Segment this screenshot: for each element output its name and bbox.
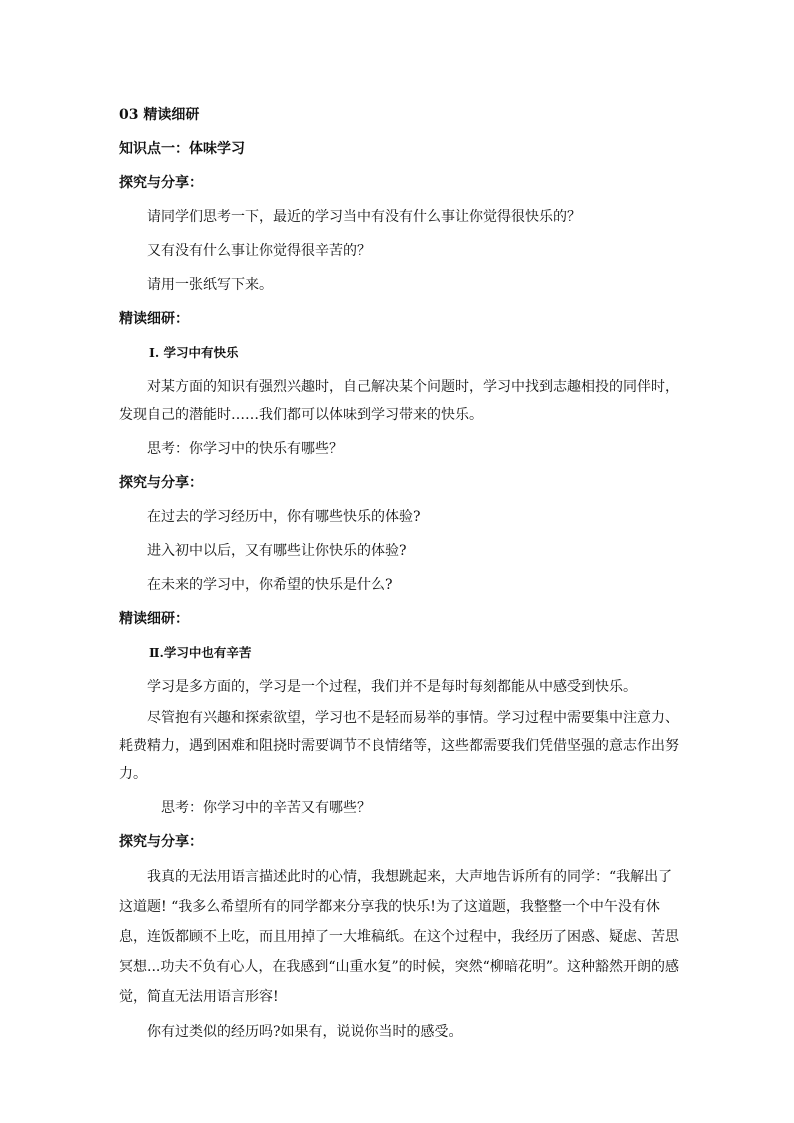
study1-subheading: Ⅰ. 学习中有快乐 [149,345,239,360]
section-title: 03 精读细研 [119,107,200,123]
explore1-line: 请用一张纸写下来。 [147,277,273,293]
explore-heading-1: 探究与分享： [119,175,203,191]
study1-think: 思考：你学习中的快乐有哪些？ [147,441,343,457]
knowledge-point-title: 知识点一：体味学习 [119,141,245,157]
explore2-line: 在过去的学习经历中，你有哪些快乐的体验? [147,509,421,525]
study2-think: 思考：你学习中的辛苦又有哪些？ [161,800,371,816]
study2-paragraph-2: 尽管抱有兴趣和探索欲望，学习也不是轻而易举的事情。学习过程中需要集中注意力、耗费精力，遇到困难和阻挠时需要调节不良情绪等，这些都需要我们凭借坚强的意志作出努力。 [119,710,679,782]
study2-paragraph-1: 学习是多方面的，学习是一个过程，我们并不是每时每刻都能从中感受到快乐。 [147,679,637,695]
explore1-line: 又有没有什么事让你觉得很辛苦的？ [147,243,371,259]
explore3-question: 你有过类似的经历吗?如果有，说说你当时的感受。 [147,1024,463,1040]
explore-heading-2: 探究与分享： [119,475,203,491]
study-heading-1: 精读细研： [119,311,189,327]
explore-heading-3: 探究与分享： [119,834,203,850]
explore2-line: 进入初中以后，又有哪些让你快乐的体验? [147,543,407,559]
explore2-line: 在未来的学习中，你希望的快乐是什么? [147,577,393,593]
study2-subheading: Ⅱ.学习中也有辛苦 [149,645,252,660]
document-content [119,98,679,1049]
study1-paragraph: 对某方面的知识有强烈兴趣时，自己解决某个问题时，学习中找到志趣相投的同伴时，发现自己的潜能时……我们都可以体味到学习带来的快乐。 [119,379,679,423]
study-heading-2: 精读细研： [119,611,189,627]
explore3-story: 我真的无法用语言描述此时的心情，我想跳起来，大声地告诉所有的同学：“我解出了这道题! “我多么希望所有的同学都来分享我的快乐!为了这道题，我整整一个中午没有休息，连饭都顾不上吃，而且用掉了一大堆稿纸。在这个过程中，我经历了困惑、疑虑、苦思冥想...功夫不负有心人，在我感到“山重水复”的时候，突然“柳暗花明”。这种豁然开朗的感觉，简直无法用语言形容! [119,869,679,1005]
explore1-line: 请同学们思考一下，最近的学习当中有没有什么事让你觉得很快乐的？ [147,209,581,225]
